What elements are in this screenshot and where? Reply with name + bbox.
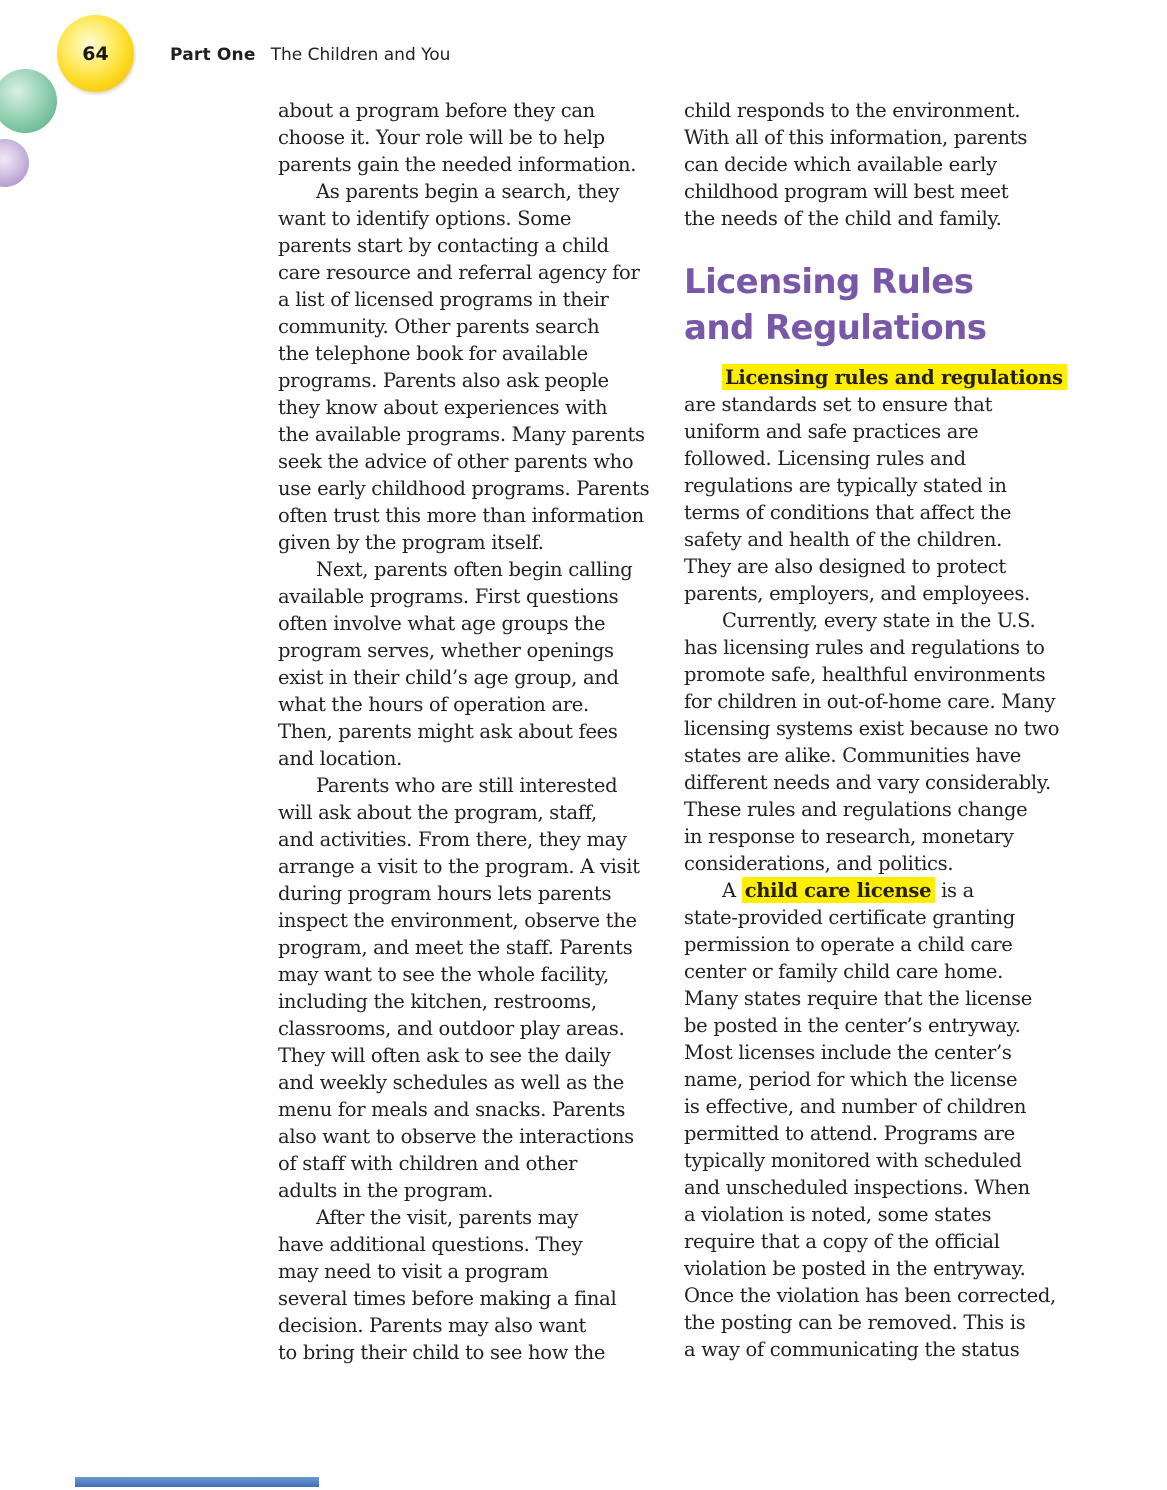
highlighted-term: Licensing rules and regulations	[722, 364, 1067, 390]
text-line: Currently, every state in the U.S.	[722, 609, 1036, 632]
text-line: are standards set to ensure that	[684, 393, 993, 416]
text-line: for children in out-of-home care. Many	[684, 690, 1056, 713]
text-line: program, and meet the staff. Parents	[278, 936, 633, 959]
text-line: regulations are typically stated in	[684, 474, 1007, 497]
text-line: including the kitchen, restrooms,	[278, 990, 597, 1013]
text-line: the telephone book for available	[278, 342, 588, 365]
text-line: about a program before they can	[278, 99, 595, 122]
paragraph	[278, 556, 653, 772]
unit-title: The Children and You	[270, 45, 451, 65]
text-line: given by the program itself.	[278, 531, 544, 554]
text-line: arrange a visit to the program. A visit	[278, 855, 640, 878]
bottom-accent-bar	[75, 1477, 319, 1487]
highlighted-term: child care license	[742, 877, 936, 903]
text-line: in response to research, monetary	[684, 825, 1014, 848]
text-line: states are alike. Communities have	[684, 744, 1021, 767]
text-line: classrooms, and outdoor play areas.	[278, 1017, 625, 1040]
left-column	[278, 97, 653, 1366]
text-line: uniform and safe practices are	[684, 420, 979, 443]
text-line: may want to see the whole facility,	[278, 963, 609, 986]
text-line: Parents who are still interested	[316, 774, 618, 797]
text-line: has licensing rules and regulations to	[684, 636, 1045, 659]
paragraph	[684, 877, 1059, 1363]
text-line: they know about experiences with	[278, 396, 608, 419]
text-line: With all of this information, parents	[684, 126, 1028, 149]
text-line: seek the advice of other parents who	[278, 450, 634, 473]
text-line: community. Other parents search	[278, 315, 600, 338]
text-line: to bring their child to see how the	[278, 1341, 606, 1364]
text-line: They will often ask to see the daily	[278, 1044, 611, 1067]
text-line: programs. Parents also ask people	[278, 369, 609, 392]
text-line: menu for meals and snacks. Parents	[278, 1098, 626, 1121]
text-line: permitted to attend. Programs are	[684, 1122, 1015, 1145]
text-line: decision. Parents may also want	[278, 1314, 587, 1337]
text-line: Many states require that the license	[684, 987, 1033, 1010]
text-line: use early childhood programs. Parents	[278, 477, 650, 500]
text-line: and weekly schedules as well as the	[278, 1071, 624, 1094]
text-line	[684, 364, 1063, 391]
running-header	[170, 45, 450, 65]
text-line: After the visit, parents may	[316, 1206, 579, 1229]
paragraph	[684, 364, 1063, 607]
text-line: what the hours of operation are.	[278, 693, 589, 716]
text-line: require that a copy of the official	[684, 1230, 1000, 1253]
text-line: Next, parents often begin calling	[316, 558, 633, 581]
text-line: A child care license is a	[722, 879, 974, 902]
text-line: and location.	[278, 747, 403, 770]
text-line: a way of communicating the status	[684, 1338, 1020, 1361]
text-line: considerations, and politics.	[684, 852, 954, 875]
page-number: 64	[82, 42, 109, 65]
part-label: Part One	[170, 45, 256, 65]
text-line: parents start by contacting a child	[278, 234, 609, 257]
text-line: the posting can be removed. This is	[684, 1311, 1026, 1334]
text-line: often involve what age groups the	[278, 612, 606, 635]
text-line: center or family child care home.	[684, 960, 1004, 983]
text-line: Then, parents might ask about fees	[278, 720, 618, 743]
text-line: a list of licensed programs in their	[278, 288, 609, 311]
text-line: also want to observe the interactions	[278, 1125, 634, 1148]
text-line: several times before making a final	[278, 1287, 617, 1310]
text-line: parents gain the needed information.	[278, 153, 637, 176]
text-line: different needs and vary considerably.	[684, 771, 1051, 794]
text-line: permission to operate a child care	[684, 933, 1013, 956]
text-line: is effective, and number of children	[684, 1095, 1027, 1118]
text-line: typically monitored with scheduled	[684, 1149, 1022, 1172]
text-line: may need to visit a program	[278, 1260, 549, 1283]
text-line: licensing systems exist because no two	[684, 717, 1060, 740]
text-line: These rules and regulations change	[684, 798, 1028, 821]
text-line: program serves, whether openings	[278, 639, 614, 662]
text-line: As parents begin a search, they	[316, 180, 620, 203]
paragraph	[684, 607, 1059, 877]
text-line: a violation is noted, some states	[684, 1203, 992, 1226]
text-line: the needs of the child and family.	[684, 207, 1002, 230]
section-heading: Licensing Rules and Regulations	[684, 262, 987, 348]
text-line: have additional questions. They	[278, 1233, 583, 1256]
text-line: state-provided certificate granting	[684, 906, 1015, 929]
right-column	[684, 97, 1063, 1366]
text-line: will ask about the program, staff,	[278, 801, 597, 824]
text-line: and activities. From there, they may	[278, 828, 627, 851]
text-line: be posted in the center’s entryway.	[684, 1014, 1021, 1037]
text-line: Most licenses include the center’s	[684, 1041, 1012, 1064]
text-line: parents, employers, and employees.	[684, 582, 1030, 605]
text-line: and unscheduled inspections. When	[684, 1176, 1030, 1199]
text-line: inspect the environment, observe the	[278, 909, 637, 932]
paragraph	[278, 772, 653, 1204]
text-line: choose it. Your role will be to help	[278, 126, 605, 149]
paragraph	[278, 1204, 653, 1366]
text-line: want to identify options. Some	[278, 207, 572, 230]
text-line: adults in the program.	[278, 1179, 494, 1202]
text-line: child responds to the environment.	[684, 99, 1021, 122]
text-line: terms of conditions that affect the	[684, 501, 1012, 524]
paragraph	[684, 97, 1059, 232]
text-line: childhood program will best meet	[684, 180, 1009, 203]
text-line: available programs. First questions	[278, 585, 619, 608]
text-line: safety and health of the children.	[684, 528, 1003, 551]
text-line: promote safe, healthful environments	[684, 663, 1046, 686]
text-line: name, period for which the license	[684, 1068, 1018, 1091]
text-line: care resource and referral agency for	[278, 261, 640, 284]
decorative-circle-green-icon	[0, 69, 57, 133]
page-number-badge	[57, 15, 134, 92]
text-line: They are also designed to protect	[684, 555, 1006, 578]
text-line: often trust this more than information	[278, 504, 644, 527]
text-line: during program hours lets parents	[278, 882, 612, 905]
text-line: the available programs. Many parents	[278, 423, 645, 446]
paragraph	[278, 178, 653, 556]
decorative-circle-purple-icon	[0, 139, 29, 187]
text-line: violation be posted in the entryway.	[684, 1257, 1026, 1280]
text-line: Once the violation has been corrected,	[684, 1284, 1056, 1307]
text-columns	[278, 97, 1063, 1366]
text-line: can decide which available early	[684, 153, 997, 176]
text-line: of staff with children and other	[278, 1152, 578, 1175]
text-line: followed. Licensing rules and	[684, 447, 966, 470]
text-line: exist in their child’s age group, and	[278, 666, 619, 689]
paragraph	[278, 97, 653, 178]
